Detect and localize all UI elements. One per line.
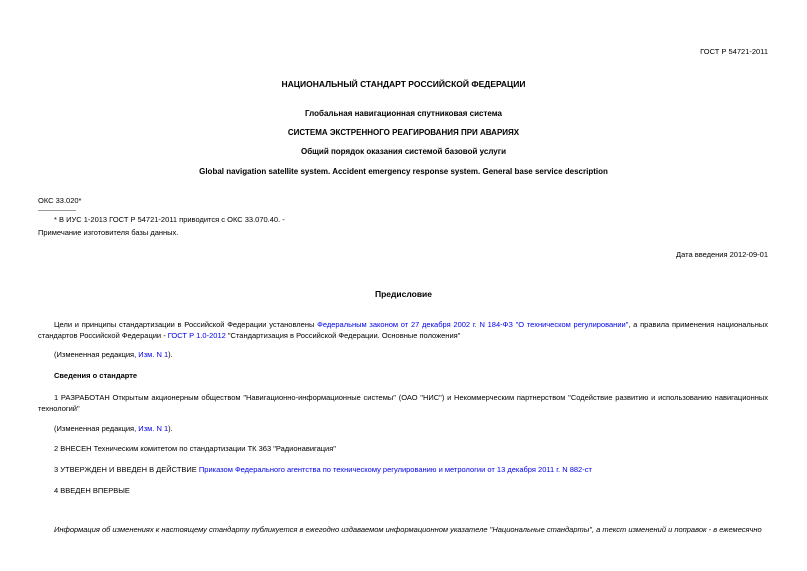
gost-1-0-link[interactable]: ГОСТ Р 1.0-2012 xyxy=(167,331,226,340)
document-code: ГОСТ Р 54721-2011 xyxy=(700,47,768,56)
federal-law-link[interactable]: Федеральным законом от 27 декабря 2002 г. N 184-ФЗ "О техническом регулировании" xyxy=(317,320,629,329)
amendment-1-link-2[interactable]: Изм. N 1 xyxy=(138,424,169,433)
foreword-paragraph-1 xyxy=(38,319,768,341)
revision-note-2 xyxy=(54,424,173,433)
foreword-text-part-1: Цели и принципы стандартизации в Российской Федерации установлены xyxy=(54,320,318,329)
oks-code: ОКС 33.020* xyxy=(38,196,82,205)
title-en: Global navigation satellite system. Accident emergency response system. General base service description xyxy=(199,167,608,176)
footnote-divider xyxy=(38,210,76,211)
amendments-notice: Информация об изменениях к настоящему стандарту публикуется в ежегодно издаваемом информационном указателе "Национальные стандарты", а текст изменений и поправок - в ежемесячно xyxy=(54,525,762,534)
revision-note-2-prefix: (Измененная редакция, xyxy=(54,424,139,433)
footnote-line-1: * В ИУС 1-2013 ГОСТ Р 54721-2011 приводится с ОКС 33.070.40. - xyxy=(54,215,285,224)
title-ru-line-3: Общий порядок оказания системой базовой услуги xyxy=(300,147,506,156)
info-item-2: 2 ВНЕСЕН Техническим комитетом по стандартизации ТК 363 "Радионавигация" xyxy=(54,444,336,453)
footnote-line-2: Примечание изготовителя базы данных. xyxy=(38,228,179,237)
revision-note-2-suffix: ). xyxy=(168,424,173,433)
info-item-1: 1 РАЗРАБОТАН Открытым акционерным обществом "Навигационно-информационные системы" (ОАО "НИС") и Некоммерческим партнерством "Содействие развитию и использованию навигационных технологий" xyxy=(38,393,768,413)
document-heading: НАЦИОНАЛЬНЫЙ СТАНДАРТ РОССИЙСКОЙ ФЕДЕРАЦИИ xyxy=(281,79,526,89)
amendment-1-link[interactable]: Изм. N 1 xyxy=(138,350,169,359)
info-item-4: 4 ВВЕДЕН ВПЕРВЫЕ xyxy=(54,486,130,495)
revision-note-1-suffix: ). xyxy=(168,350,173,359)
info-item-3 xyxy=(54,465,592,474)
revision-note-1-prefix: (Измененная редакция, xyxy=(54,350,139,359)
rosstandart-order-link[interactable]: Приказом Федерального агентства по техническому регулированию и метрологии от 13 декабря 2011 г. N 882-ст xyxy=(198,465,592,474)
title-ru-line-2: СИСТЕМА ЭКСТРЕННОГО РЕАГИРОВАНИЯ ПРИ АВАРИЯХ xyxy=(287,128,520,137)
foreword-text-part-2: , а правила применения национальных стандартов Российской Федерации - xyxy=(38,320,768,340)
intro-date: Дата введения 2012-09-01 xyxy=(676,250,768,259)
revision-note-1 xyxy=(54,350,173,359)
foreword-text-part-3: "Стандартизация в Российской Федерации. Основные положения" xyxy=(225,331,461,340)
title-ru-line-1: Глобальная навигационная спутниковая система xyxy=(305,109,502,118)
info-item-3-prefix: 3 УТВЕРЖДЕН И ВВЕДЕН В ДЕЙСТВИЕ xyxy=(54,465,199,474)
standard-info-title: Сведения о стандарте xyxy=(54,371,138,380)
foreword-title: Предисловие xyxy=(374,289,433,299)
